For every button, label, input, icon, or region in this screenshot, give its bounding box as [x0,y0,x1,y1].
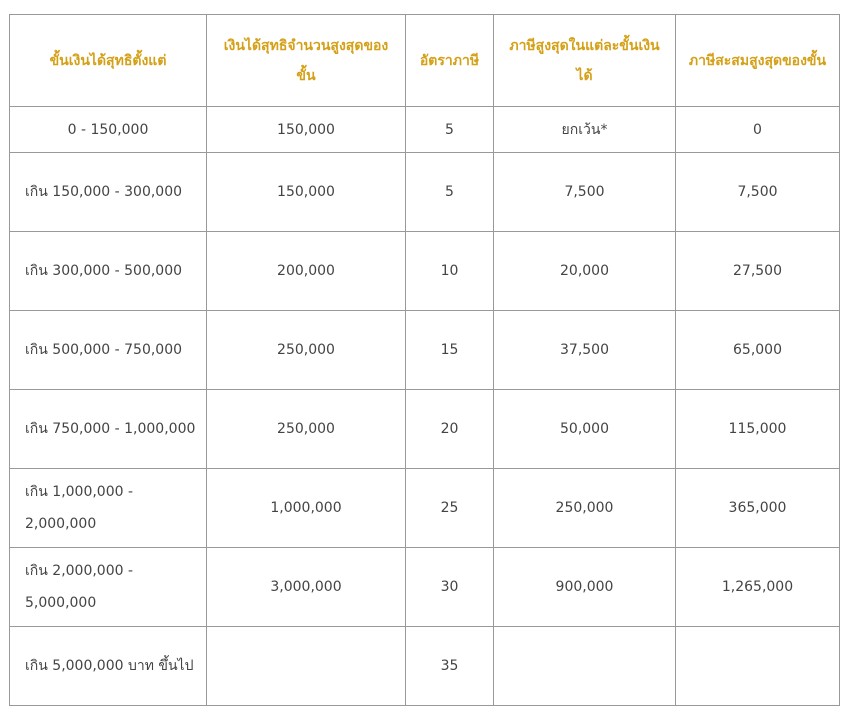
cell-range: เกิน 750,000 - 1,000,000 [10,390,207,469]
cell-cumulative [676,627,840,706]
cell-max-income: 1,000,000 [207,469,406,548]
table-row [10,469,840,548]
table-row [10,390,840,469]
cell-max-income: 250,000 [207,390,406,469]
cell-max-income: 3,000,000 [207,548,406,627]
table-header-row [10,15,840,107]
cell-max-tax: 37,500 [494,311,676,390]
tax-rate-table [9,14,840,706]
header-max-tax: ภาษีสูงสุดในแต่ละขั้นเงินได้ [494,15,676,107]
table-row [10,548,840,627]
cell-rate: 30 [406,548,494,627]
cell-range: เกิน 5,000,000 บาท ขึ้นไป [10,627,207,706]
cell-cumulative: 115,000 [676,390,840,469]
table-row [10,107,840,153]
cell-max-tax: ยกเว้น* [494,107,676,153]
cell-range: เกิน 150,000 - 300,000 [10,153,207,232]
header-cumulative-tax: ภาษีสะสมสูงสุดของขั้น [676,15,840,107]
cell-rate: 20 [406,390,494,469]
cell-cumulative: 0 [676,107,840,153]
cell-cumulative: 65,000 [676,311,840,390]
cell-rate: 15 [406,311,494,390]
table-row [10,311,840,390]
table-row [10,627,840,706]
cell-max-tax: 7,500 [494,153,676,232]
cell-range: เกิน 1,000,000 - 2,000,000 [10,469,207,548]
header-income-range: ขั้นเงินได้สุทธิตั้งแต่ [10,15,207,107]
cell-range: เกิน 500,000 - 750,000 [10,311,207,390]
cell-max-tax: 900,000 [494,548,676,627]
cell-max-tax [494,627,676,706]
cell-rate: 35 [406,627,494,706]
cell-cumulative: 27,500 [676,232,840,311]
cell-rate: 10 [406,232,494,311]
cell-max-income: 200,000 [207,232,406,311]
cell-max-income: 150,000 [207,107,406,153]
cell-max-tax: 50,000 [494,390,676,469]
header-tax-rate: อัตราภาษี [406,15,494,107]
cell-cumulative: 7,500 [676,153,840,232]
cell-max-income: 250,000 [207,311,406,390]
table-row [10,153,840,232]
header-max-income: เงินได้สุทธิจำนวนสูงสุดของขั้น [207,15,406,107]
cell-cumulative: 1,265,000 [676,548,840,627]
cell-rate: 25 [406,469,494,548]
cell-max-tax: 20,000 [494,232,676,311]
cell-rate: 5 [406,153,494,232]
cell-max-income [207,627,406,706]
cell-range: เกิน 300,000 - 500,000 [10,232,207,311]
tax-table-container [9,14,839,706]
cell-rate: 5 [406,107,494,153]
table-row [10,232,840,311]
cell-cumulative: 365,000 [676,469,840,548]
cell-max-tax: 250,000 [494,469,676,548]
cell-range: 0 - 150,000 [10,107,207,153]
cell-max-income: 150,000 [207,153,406,232]
cell-range: เกิน 2,000,000 - 5,000,000 [10,548,207,627]
